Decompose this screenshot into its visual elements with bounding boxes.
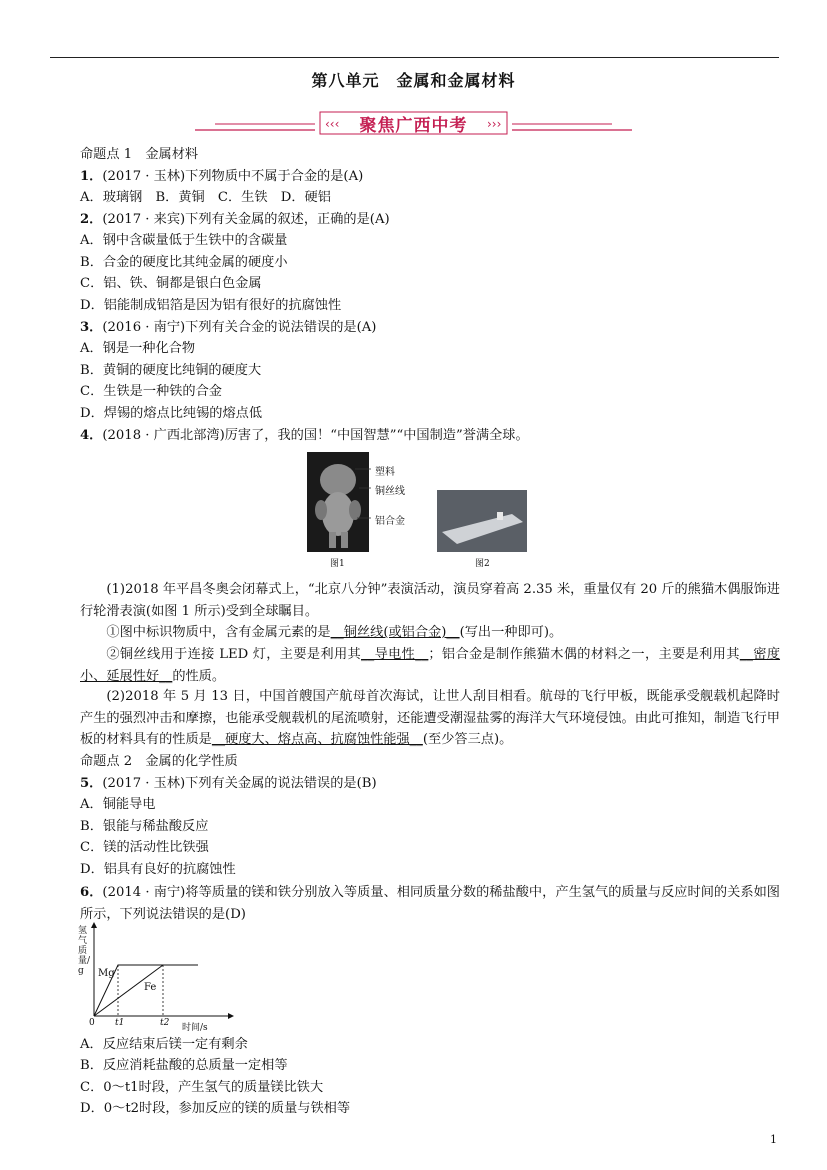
answer-blank: __铜丝线(或铝合金)__ bbox=[330, 625, 460, 640]
prompt-text: ①图中标识物质中，含有金属元素的是 bbox=[106, 625, 331, 640]
q6-option-a: A．反应结束后镁一定有剩余 bbox=[80, 1037, 248, 1052]
question-stem: (2014 · 南宁)将等质量的镁和铁分别放入等质量、相同质量分数的稀盐酸中，产生氢气的质量与反应时间的关系如图所示，下列说法错误的是(D) bbox=[80, 885, 780, 922]
question-2 bbox=[80, 211, 390, 229]
question-5 bbox=[80, 775, 377, 793]
question-stem: (2017 · 来宾)下列有关金属的叙述，正确的是(A) bbox=[102, 212, 390, 227]
q2-option-c: C．铝、铁、铜都是银白色金属 bbox=[80, 276, 262, 291]
q3-option-d: D．焊锡的熔点比纯锡的熔点低 bbox=[80, 406, 263, 421]
graph-ylabel: 氢气质量/g bbox=[78, 926, 91, 976]
q6-option-b: B．反应消耗盐酸的总质量一定相等 bbox=[80, 1058, 288, 1073]
q4-part1-q1 bbox=[80, 622, 780, 644]
q5-option-b: B．银能与稀盐酸反应 bbox=[80, 819, 209, 834]
prompt-text: (写出一种即可)。 bbox=[459, 625, 563, 640]
q4-part1-intro: (1)2018 年平昌冬奥会闭幕式上，“北京八分钟”表演活动，演员穿着高 2.35 米，重量仅有 20 斤的熊猫木偶服饰进行轮滑表演(如图 1 所示)受到全球瞩目。 bbox=[80, 582, 780, 619]
question-number: 6． bbox=[80, 885, 103, 900]
banner-text: 聚焦广西中考 bbox=[359, 116, 468, 136]
header-rule bbox=[50, 57, 779, 58]
section-heading-1: 命题点 1 金属材料 bbox=[80, 147, 199, 162]
graph-mg-label: Mg bbox=[98, 968, 115, 979]
q3-option-a: A．钢是一种化合物 bbox=[80, 341, 196, 356]
q2-option-a: A．钢中含碳量低于生铁中的含碳量 bbox=[80, 233, 288, 248]
q1-options: A．玻璃钢 B．黄铜 C．生铁 D．硬铝 bbox=[80, 190, 331, 205]
question-6 bbox=[80, 882, 780, 925]
question-stem: (2017 · 玉林)下列有关金属的说法错误的是(B) bbox=[102, 776, 377, 791]
section-heading-2: 命题点 2 金属的化学性质 bbox=[80, 754, 238, 769]
question-number: 2． bbox=[80, 212, 103, 227]
figure-panda-and-carrier bbox=[307, 452, 527, 574]
q6-option-d: D．0～t2时段，参加反应的镁的质量与铁相等 bbox=[80, 1101, 351, 1116]
q4-part1-q2 bbox=[80, 644, 780, 687]
q4-part2 bbox=[80, 686, 780, 751]
q6-option-c: C．0～t1时段，产生氢气的质量镁比铁大 bbox=[80, 1080, 324, 1095]
figure-hydrogen-graph bbox=[78, 922, 238, 1034]
graph-origin: 0 bbox=[89, 1018, 95, 1028]
question-stem: (2018 · 广西北部湾)厉害了，我的国！“中国智慧”“中国制造”誉满全球。 bbox=[102, 428, 529, 443]
question-1 bbox=[80, 168, 363, 186]
graph-fe-label: Fe bbox=[144, 982, 157, 993]
question-number: 4． bbox=[80, 428, 103, 443]
q3-option-c: C．生铁是一种铁的合金 bbox=[80, 384, 222, 399]
question-4 bbox=[80, 427, 529, 445]
banner bbox=[195, 110, 632, 136]
q5-option-c: C．镁的活动性比铁强 bbox=[80, 840, 209, 855]
q2-option-d: D．铝能制成铝箔是因为铝有很好的抗腐蚀性 bbox=[80, 298, 342, 313]
question-number: 1． bbox=[80, 169, 103, 184]
svg-text:›››: ››› bbox=[487, 117, 502, 131]
graph-xlabel: 时间/s bbox=[182, 1023, 208, 1033]
prompt-text: 的性质。 bbox=[172, 668, 226, 684]
prompt-text: (至少答三点)。 bbox=[422, 732, 513, 747]
question-stem: (2017 · 玉林)下列物质中不属于合金的是(A) bbox=[102, 169, 364, 184]
graph-t2: t2 bbox=[160, 1018, 170, 1028]
page-title: 第八单元 金属和金属材料 bbox=[311, 71, 516, 90]
answer-blank: __硬度大、熔点高、抗腐蚀性能强__ bbox=[211, 732, 423, 747]
label-plastic: 塑料 bbox=[375, 467, 395, 478]
answer-blank: __导电性__ bbox=[361, 647, 429, 662]
page-number: 1 bbox=[770, 1133, 777, 1146]
svg-text:‹‹‹: ‹‹‹ bbox=[325, 117, 340, 131]
question-stem: (2016 · 南宁)下列有关合金的说法错误的是(A) bbox=[102, 320, 377, 335]
prompt-text: ②铜丝线用于连接 LED 灯，主要是利用其 bbox=[106, 647, 362, 662]
answer-blank: __密度小、延展性好__ bbox=[80, 647, 781, 684]
label-aluminum-alloy: 铝合金 bbox=[375, 516, 405, 527]
figure-2-caption: 图2 bbox=[475, 559, 490, 569]
prompt-text: (2)2018 年 5 月 13 日，中国首艘国产航母首次海试，让世人刮目相看。航母的飞行甲板，既能承受舰载机起降时产生的强烈冲击和摩擦，也能承受舰载机的尾流喷射，还能遭受潮湿盐雾的海洋大气环境侵蚀。由此可推知，制造飞行甲板的材料具有的性质是 bbox=[80, 689, 780, 747]
prompt-text: ；铝合金是制作熊猫木偶的材料之一，主要是利用其 bbox=[428, 647, 740, 662]
q5-option-a: A．铜能导电 bbox=[80, 797, 156, 812]
q2-option-b: B．合金的硬度比其纯金属的硬度小 bbox=[80, 255, 288, 270]
figure-1-caption: 图1 bbox=[330, 559, 345, 569]
q5-option-d: D．铝具有良好的抗腐蚀性 bbox=[80, 862, 236, 877]
question-number: 3． bbox=[80, 320, 103, 335]
graph-t1: t1 bbox=[115, 1018, 125, 1028]
question-number: 5． bbox=[80, 776, 103, 791]
q3-option-b: B．黄铜的硬度比纯铜的硬度大 bbox=[80, 363, 262, 378]
question-3 bbox=[80, 319, 376, 337]
label-copper-wire: 铜丝线 bbox=[375, 486, 405, 497]
